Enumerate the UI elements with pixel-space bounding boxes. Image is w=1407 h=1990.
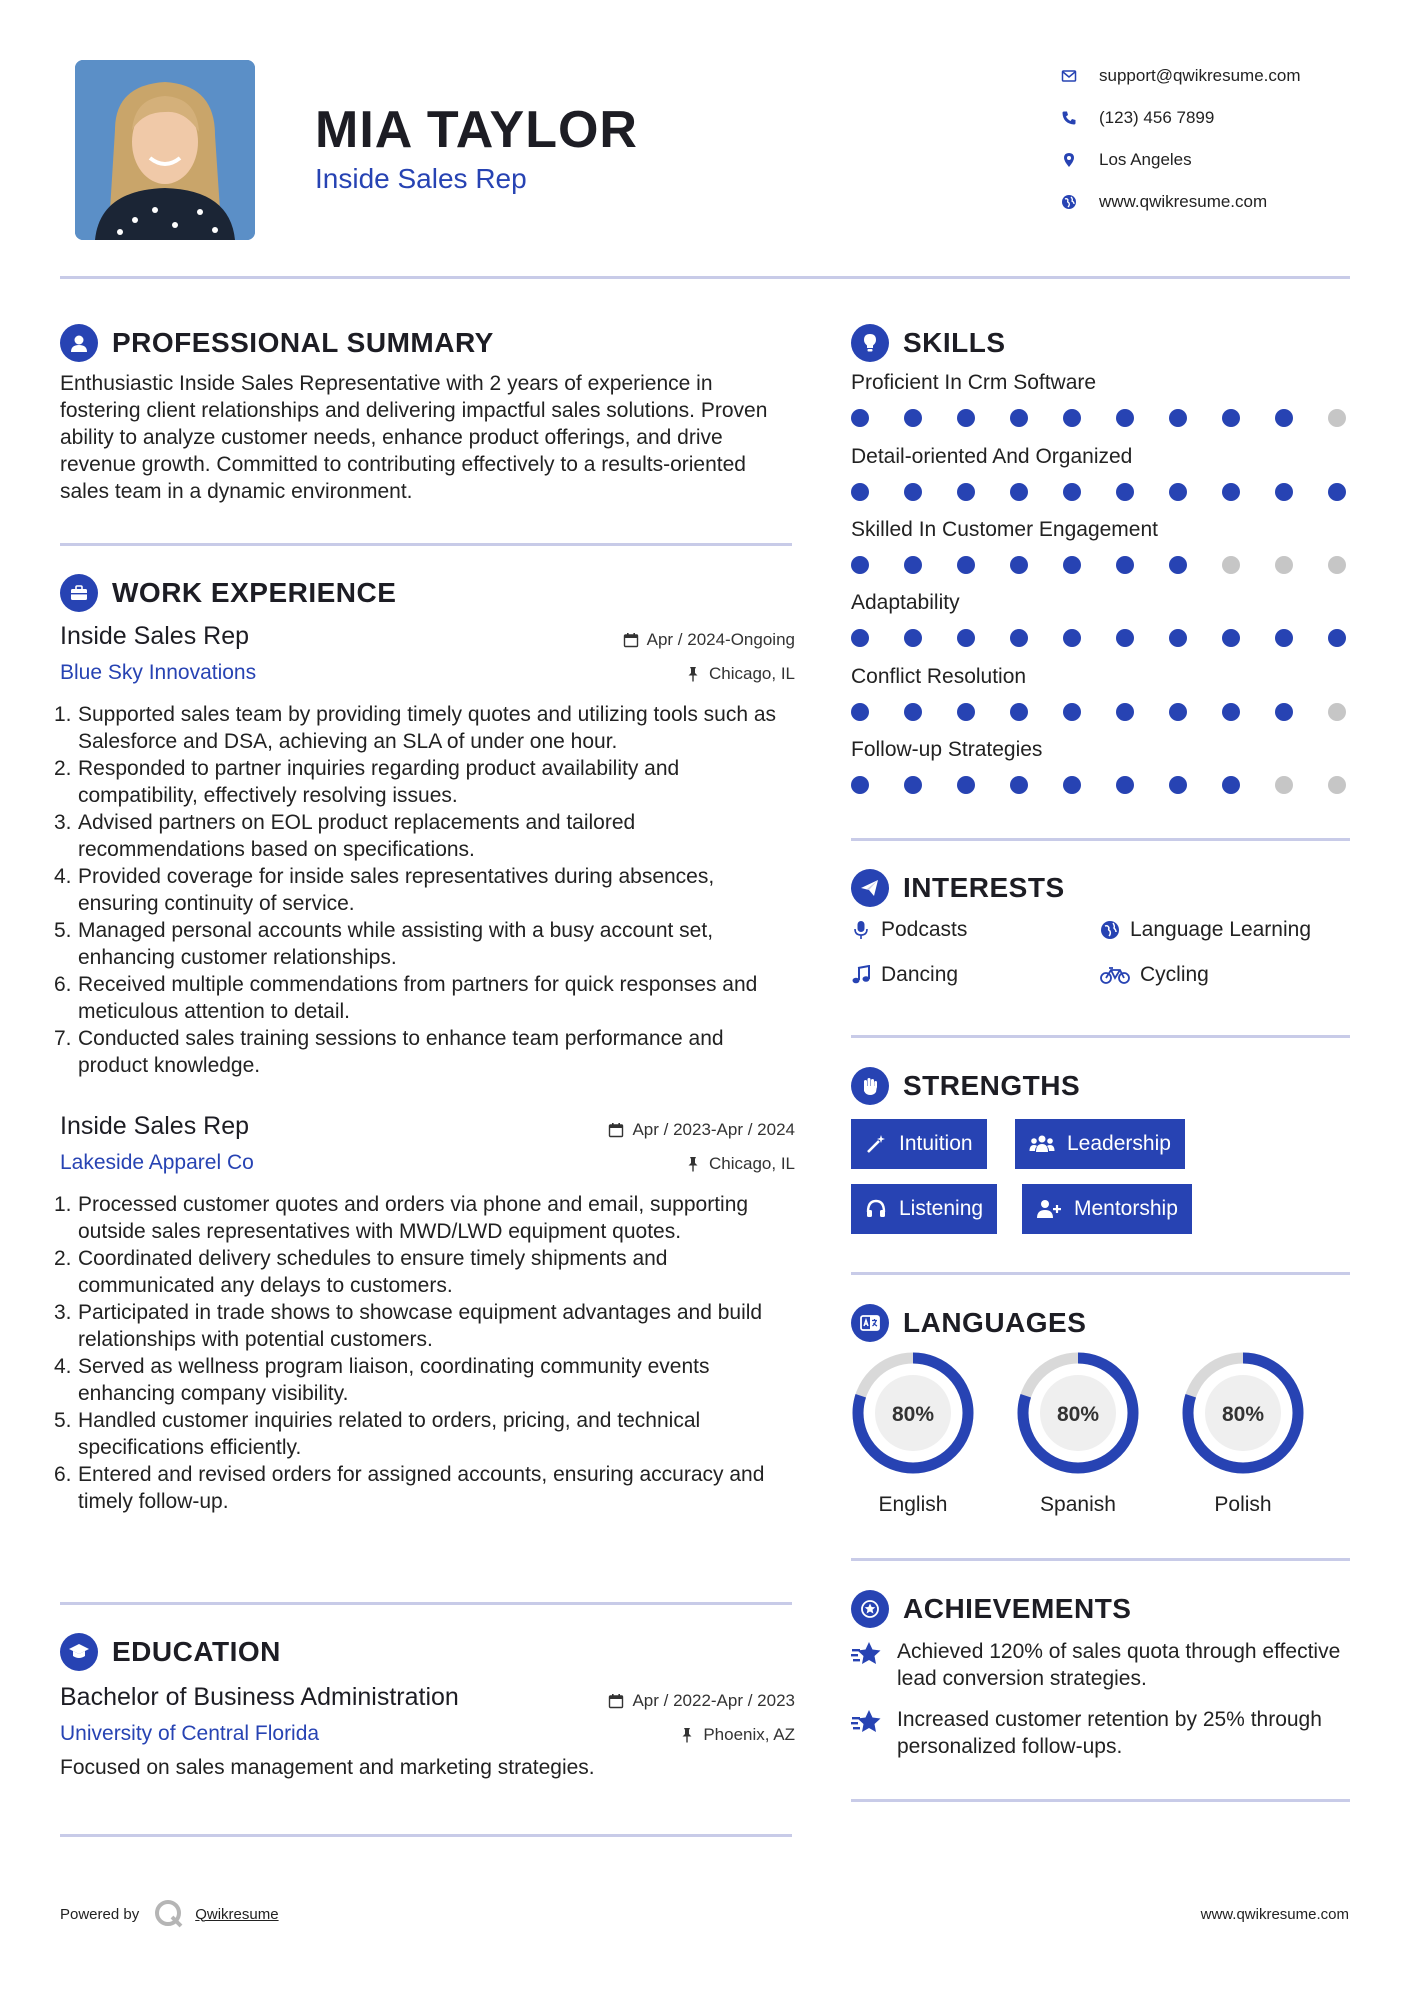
rating-dot-filled: [1063, 556, 1081, 574]
rating-dot-filled: [1169, 629, 1187, 647]
skill-item: Follow-up Strategies: [851, 738, 1351, 796]
lightbulb-icon: [851, 324, 889, 362]
interests-heading: INTERESTS: [851, 869, 1065, 907]
rating-dot-filled: [851, 629, 869, 647]
language-polish: 80% Polish: [1181, 1351, 1305, 1517]
skill-item: Detail-oriented And Organized: [851, 445, 1351, 503]
achievement-item: Achieved 120% of sales quota through effective lead conversion strategies.: [851, 1638, 1351, 1692]
achievements-heading: ACHIEVEMENTS: [851, 1590, 1131, 1628]
user-icon: [60, 324, 98, 362]
skills-heading: SKILLS: [851, 324, 1006, 362]
calendar-icon: [623, 632, 639, 648]
rating-dot-filled: [1116, 629, 1134, 647]
footer-website-link[interactable]: www.qwikresume.com: [1200, 1906, 1349, 1923]
rating-dot-filled: [1116, 409, 1134, 427]
skill-rating: [851, 629, 1351, 649]
rating-dot-filled: [904, 556, 922, 574]
list-item: 3. Advised partners on EOL product replacements and tailored recommendations based on specifications.: [54, 811, 636, 861]
skill-rating: [851, 776, 1351, 796]
rating-dot-filled: [1275, 409, 1293, 427]
contact-list: [1050, 55, 1380, 223]
rating-dot-filled: [851, 776, 869, 794]
languages-divider: [851, 1558, 1350, 1561]
strength-chip-listening: Listening: [851, 1184, 997, 1234]
rating-dot-filled: [957, 629, 975, 647]
contact-location: Los Angeles: [1050, 139, 1380, 181]
achievement-item: Increased customer retention by 25% through personalized follow-ups.: [851, 1706, 1351, 1760]
globe-icon: [1050, 194, 1088, 210]
map-pin-icon: [1050, 152, 1088, 168]
language-ring: [1181, 1351, 1305, 1475]
experience-divider: [60, 1602, 792, 1605]
list-item: 7. Conducted sales training sessions to enhance team performance and product knowledge.: [54, 1027, 724, 1077]
rating-dot-filled: [904, 629, 922, 647]
rating-dot-filled: [1116, 776, 1134, 794]
school: University of Central Florida: [60, 1722, 320, 1745]
strengths-divider: [851, 1272, 1350, 1275]
job-dates: Apr / 2023-Apr / 2024: [608, 1120, 795, 1140]
job-location: Chicago, IL: [685, 1154, 795, 1174]
rating-dot-filled: [1063, 409, 1081, 427]
degree: Bachelor of Business Administration: [60, 1683, 459, 1711]
rating-dot-filled: [904, 776, 922, 794]
list-item: 5. Managed personal accounts while assisting with a busy account set, enhancing customer relationships.: [54, 919, 714, 969]
language-percent-label: 80%: [891, 1403, 935, 1426]
footer-powered-by: Powered by Qwikresume: [60, 1898, 279, 1930]
list-item: 6. Received multiple commendations from partners for quick responses and meticulous attention to detail.: [54, 973, 758, 1023]
award-icon: [851, 1590, 889, 1628]
rating-dot-empty: [1328, 703, 1346, 721]
list-item: 3. Participated in trade shows to showcase equipment advantages and build relationships with potential customers.: [54, 1301, 763, 1351]
list-item: 6. Entered and revised orders for assigned accounts, ensuring accuracy and timely follow-up.: [54, 1463, 765, 1513]
phone-icon: [1050, 110, 1088, 126]
education-description: Focused on sales management and marketing strategies.: [60, 1756, 595, 1779]
language-icon: [851, 1304, 889, 1342]
education-dates: Apr / 2022-Apr / 2023: [608, 1691, 795, 1711]
education-divider: [60, 1834, 792, 1837]
star-badge-icon: [851, 1640, 883, 1668]
rating-dot-filled: [904, 703, 922, 721]
skill-item: Conflict Resolution: [851, 665, 1351, 723]
skill-item: Proficient In Crm Software: [851, 371, 1351, 429]
education-location: Phoenix, AZ: [679, 1725, 795, 1745]
rating-dot-filled: [1010, 409, 1028, 427]
rating-dot-filled: [1222, 629, 1240, 647]
profile-photo: [75, 60, 255, 240]
list-item: 2. Responded to partner inquiries regarding product availability and compatibility, effectively resolving issues.: [54, 757, 680, 807]
interest-language-learning: Language Learning: [1100, 918, 1311, 942]
summary-divider: [60, 543, 792, 546]
job-entry: [54, 622, 795, 1079]
skill-rating: [851, 483, 1351, 503]
strength-chip-leadership: Leadership: [1015, 1119, 1185, 1169]
language-spanish: 80% Spanish: [1016, 1351, 1140, 1517]
interest-dancing: Dancing: [851, 963, 958, 987]
rating-dot-filled: [957, 556, 975, 574]
rating-dot-empty: [1222, 556, 1240, 574]
summary-heading: PROFESSIONAL SUMMARY: [60, 324, 494, 362]
list-item: 5. Handled customer inquiries related to orders, pricing, and technical specifications efficiently.: [54, 1409, 701, 1459]
globe-icon: [1100, 920, 1120, 940]
rating-dot-filled: [957, 703, 975, 721]
language-ring: [851, 1351, 975, 1475]
rating-dot-filled: [957, 483, 975, 501]
rating-dot-filled: [1010, 703, 1028, 721]
pushpin-icon: [679, 1727, 695, 1743]
skill-item: Adaptability: [851, 591, 1351, 649]
rating-dot-filled: [1116, 556, 1134, 574]
hand-icon: [851, 1067, 889, 1105]
rating-dot-filled: [1116, 703, 1134, 721]
rating-dot-filled: [1222, 409, 1240, 427]
job-achievements-list: [54, 1191, 795, 1515]
rating-dot-filled: [851, 483, 869, 501]
language-ring: [1016, 1351, 1140, 1475]
contact-phone: (123) 456 7899: [1050, 97, 1380, 139]
list-item: 1. Processed customer quotes and orders via phone and email, supporting outside sales representatives with MWD/LWD equipment quotes.: [54, 1193, 749, 1243]
rating-dot-filled: [1169, 556, 1187, 574]
rating-dot-filled: [1063, 629, 1081, 647]
star-badge-icon: [851, 1708, 883, 1736]
bicycle-icon: [1100, 965, 1130, 985]
language-percent-label: 80%: [1221, 1403, 1265, 1426]
headphones-icon: [865, 1198, 887, 1220]
rating-dot-filled: [1222, 776, 1240, 794]
language-english: 80% English: [851, 1351, 975, 1517]
candidate-title: Inside Sales Rep: [315, 163, 527, 194]
strength-chip-intuition: Intuition: [851, 1119, 987, 1169]
skill-rating: [851, 556, 1351, 576]
envelope-icon: [1050, 68, 1088, 84]
rating-dot-empty: [1328, 556, 1346, 574]
interest-cycling: Cycling: [1100, 963, 1209, 987]
job-company: Lakeside Apparel Co: [60, 1151, 254, 1174]
rating-dot-filled: [1010, 556, 1028, 574]
pushpin-icon: [685, 666, 701, 682]
job-location: Chicago, IL: [685, 664, 795, 684]
music-note-icon: [851, 965, 871, 985]
skills-divider: [851, 838, 1350, 841]
rating-dot-filled: [1222, 483, 1240, 501]
education-entry: [60, 1683, 795, 1780]
skill-rating: [851, 409, 1351, 429]
strength-chip-mentorship: Mentorship: [1022, 1184, 1192, 1234]
rating-dot-filled: [851, 556, 869, 574]
paper-plane-icon: [851, 869, 889, 907]
language-percent-label: 80%: [1056, 1403, 1100, 1426]
job-company: Blue Sky Innovations: [60, 661, 257, 684]
graduation-icon: [60, 1633, 98, 1671]
rating-dot-filled: [957, 776, 975, 794]
rating-dot-filled: [1169, 483, 1187, 501]
calendar-icon: [608, 1122, 624, 1138]
user-plus-icon: [1036, 1198, 1062, 1220]
rating-dot-filled: [1275, 483, 1293, 501]
rating-dot-filled: [904, 409, 922, 427]
rating-dot-filled: [1275, 629, 1293, 647]
rating-dot-filled: [1063, 483, 1081, 501]
rating-dot-filled: [851, 703, 869, 721]
magic-wand-icon: [865, 1133, 887, 1155]
qwikresume-logo-icon: [153, 1898, 185, 1930]
rating-dot-empty: [1328, 776, 1346, 794]
job-entry: [54, 1112, 795, 1515]
job-role: Inside Sales Rep: [60, 622, 250, 650]
rating-dot-filled: [1063, 776, 1081, 794]
rating-dot-filled: [1063, 703, 1081, 721]
candidate-name: MIA TAYLOR: [315, 101, 638, 159]
rating-dot-empty: [1275, 776, 1293, 794]
rating-dot-filled: [1328, 483, 1346, 501]
rating-dot-filled: [1010, 776, 1028, 794]
contact-email: support@qwikresume.com: [1050, 55, 1380, 97]
rating-dot-filled: [957, 409, 975, 427]
skill-item: Skilled In Customer Engagement: [851, 518, 1351, 576]
education-heading: EDUCATION: [60, 1633, 281, 1671]
interests-divider: [851, 1035, 1350, 1038]
rating-dot-filled: [1275, 703, 1293, 721]
rating-dot-filled: [1116, 483, 1134, 501]
list-item: 4. Served as wellness program liaison, coordinating community events enhancing company visibility.: [54, 1355, 710, 1405]
rating-dot-filled: [1010, 483, 1028, 501]
languages-heading: LANGUAGES: [851, 1304, 1086, 1342]
list-item: 2. Coordinated delivery schedules to ensure timely shipments and communicated any delays to customers.: [54, 1247, 668, 1297]
job-role: Inside Sales Rep: [60, 1112, 250, 1140]
header-divider: [60, 276, 1350, 279]
pushpin-icon: [685, 1156, 701, 1172]
skill-rating: [851, 703, 1351, 723]
contact-website: www.qwikresume.com: [1050, 181, 1380, 223]
rating-dot-filled: [1169, 776, 1187, 794]
job-dates: Apr / 2024-Ongoing: [623, 630, 795, 650]
job-achievements-list: [54, 701, 795, 1079]
rating-dot-filled: [1169, 703, 1187, 721]
microphone-icon: [851, 920, 871, 940]
rating-dot-filled: [1328, 629, 1346, 647]
rating-dot-filled: [851, 409, 869, 427]
interest-podcasts: Podcasts: [851, 918, 967, 942]
rating-dot-filled: [1222, 703, 1240, 721]
experience-heading: WORK EXPERIENCE: [60, 574, 396, 612]
strengths-heading: STRENGTHS: [851, 1067, 1080, 1105]
users-icon: [1029, 1133, 1055, 1155]
list-item: 4. Provided coverage for inside sales representatives during absences, ensuring continuity of service.: [54, 865, 715, 915]
qwikresume-link[interactable]: Qwikresume: [195, 1905, 279, 1923]
rating-dot-filled: [1010, 629, 1028, 647]
summary-text: Enthusiastic Inside Sales Representative with 2 years of experience in fostering client relationships and delivering impactful sales solutions. Proven ability to analyze customer needs, enhance product offerings, and drive revenue growth. Committed to contributing effectively to a results-oriented sales team in a dynamic environment.: [60, 372, 768, 503]
rating-dot-filled: [904, 483, 922, 501]
achievements-divider: [851, 1799, 1350, 1802]
rating-dot-empty: [1328, 409, 1346, 427]
list-item: 1. Supported sales team by providing timely quotes and utilizing tools such as Salesforce and DSA, achieving an SLA of under one hour.: [54, 703, 777, 753]
briefcase-icon: [60, 574, 98, 612]
rating-dot-filled: [1169, 409, 1187, 427]
rating-dot-empty: [1275, 556, 1293, 574]
calendar-icon: [608, 1693, 624, 1709]
